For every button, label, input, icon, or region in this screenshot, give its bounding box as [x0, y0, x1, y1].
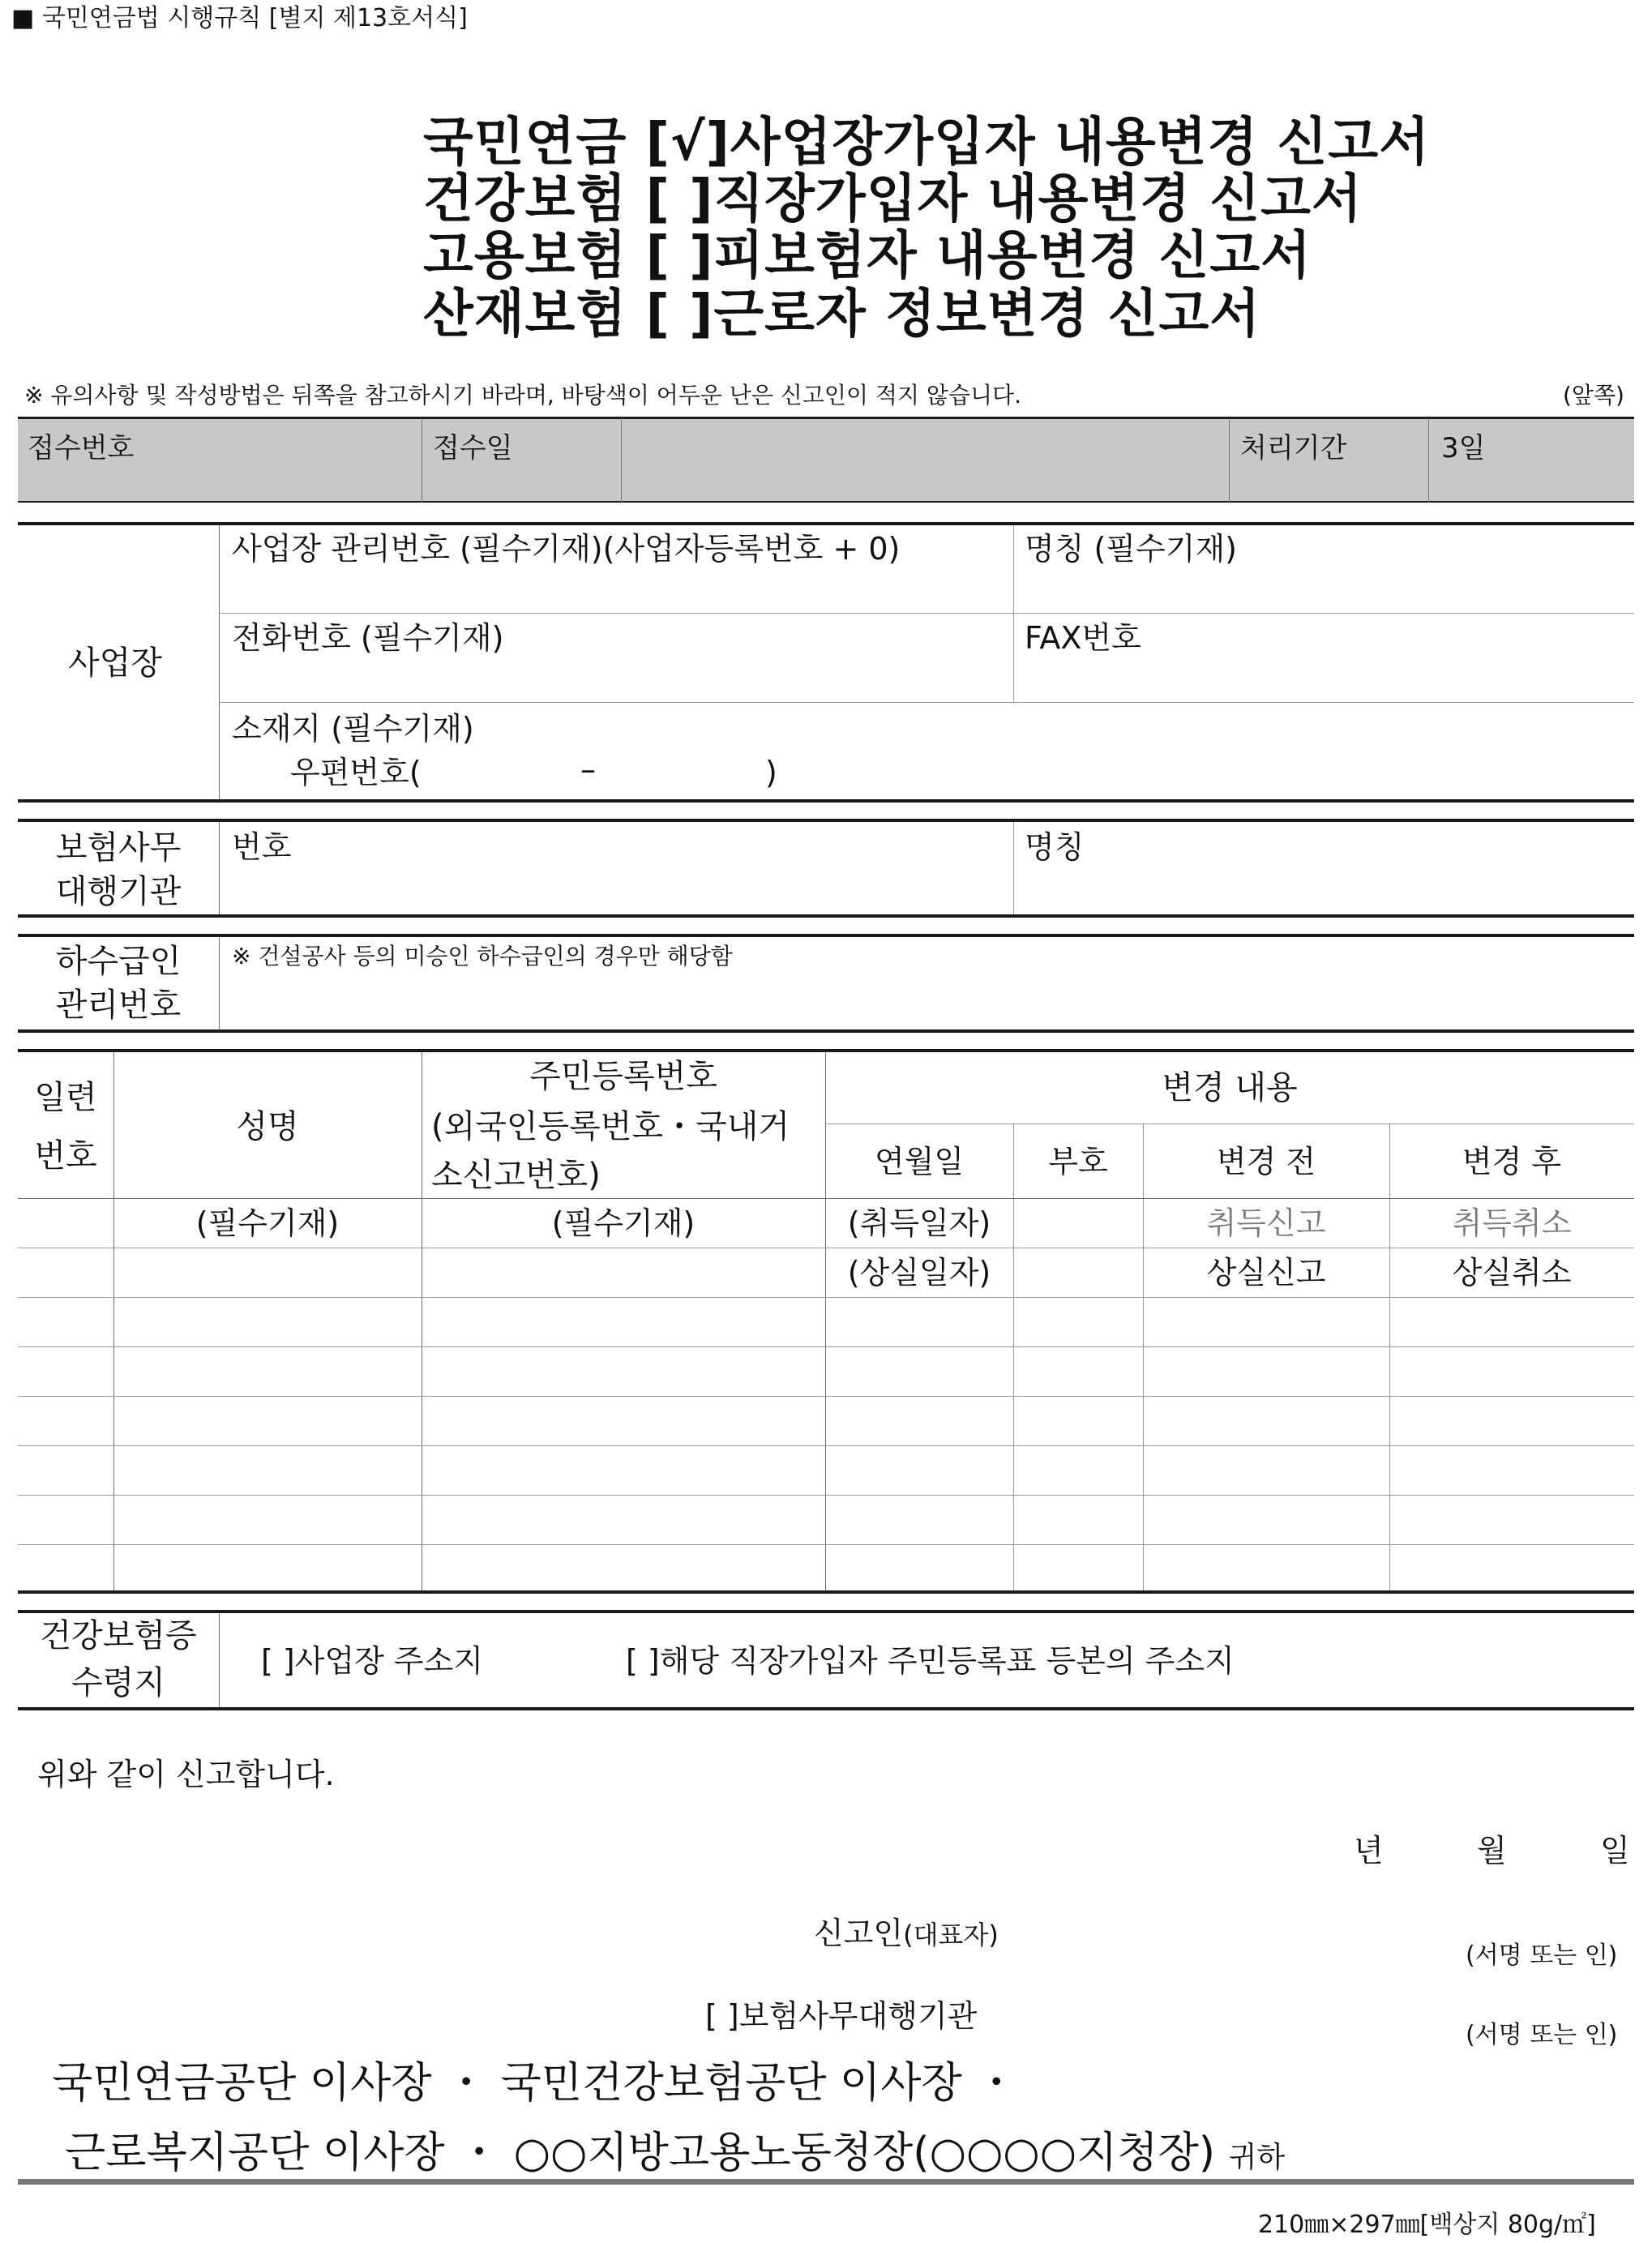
col-header-rrn-line1: 주민등록번호	[529, 1058, 717, 1095]
col-header-rrn-line3: 소신고번호)	[431, 1157, 601, 1194]
title-line-pension: 국민연금 [√]사업장가입자 내용변경 신고서	[423, 113, 1431, 173]
col-header-rrn-line2: (외국인등록번호・국내거	[431, 1108, 790, 1145]
date-day-label: 일	[1600, 1833, 1630, 1868]
table-row-line	[18, 1445, 1634, 1446]
col-header-before: 변경 전	[1216, 1144, 1316, 1179]
table-col-line-4	[1013, 1124, 1014, 1590]
agency-name-field[interactable]: 명칭	[1025, 829, 1085, 865]
table-row-line	[18, 1495, 1634, 1496]
title-line-industrial: 산재보험 [ ]근로자 정보변경 신고서	[423, 285, 1261, 345]
healthcard-option-resident-address[interactable]: [ ]해당 직장가입자 주민등록표 등본의 주소지	[626, 1643, 1235, 1679]
title-line-health: 건강보험 [ ]직장가입자 내용변경 신고서	[423, 169, 1363, 229]
healthcard-label-line1: 건강보험증	[40, 1617, 197, 1654]
receipt-divider-2	[621, 418, 622, 503]
row1-name-field[interactable]: (필수기재)	[195, 1205, 340, 1241]
col-header-name: 성명	[236, 1108, 299, 1145]
healthcard-bottom-border	[18, 1707, 1634, 1710]
workplace-name-field[interactable]: 명칭 (필수기재)	[1025, 531, 1237, 567]
subcontractor-label-divider	[219, 937, 220, 1029]
postal-code-close: )	[765, 755, 777, 790]
workplace-top-border	[18, 522, 1634, 525]
subcontractor-top-border	[18, 934, 1634, 937]
workplace-mgmt-number-field[interactable]: 사업장 관리번호 (필수기재)(사업자등록번호 + 0)	[232, 531, 901, 567]
reporter-sub-label: (대표자)	[903, 1920, 999, 1950]
col-header-seq-line2: 번호	[34, 1137, 97, 1175]
agency-number-field[interactable]: 번호	[232, 829, 292, 865]
row1-before-value: 취득신고	[1206, 1205, 1326, 1241]
receipt-section	[18, 418, 1634, 503]
postal-code-label: 우편번호(	[290, 755, 422, 790]
form-header-note: ■ 국민연금법 시행규칙 [별지 제13호서식]	[11, 4, 468, 32]
agency-signature-note[interactable]: (서명 또는 인)	[1466, 2021, 1618, 2049]
receipt-top-border	[18, 417, 1634, 419]
workplace-label-divider	[219, 525, 220, 799]
healthcard-label-line2: 수령지	[71, 1664, 165, 1702]
receipt-number-label: 접수번호	[28, 432, 135, 464]
col-header-seq-line1: 일련	[34, 1079, 97, 1116]
processing-period-value: 3일	[1441, 432, 1486, 464]
processing-period-label: 처리기간	[1240, 432, 1347, 464]
healthcard-label-divider	[219, 1613, 220, 1707]
row2-before-value: 상실신고	[1206, 1255, 1326, 1291]
table-top-border	[18, 1049, 1634, 1052]
healthcard-top-border	[18, 1610, 1634, 1613]
title-line-employment: 고용보험 [ ]피보험자 내용변경 신고서	[423, 226, 1312, 286]
row2-after-value: 상실취소	[1452, 1255, 1572, 1291]
table-row-line	[18, 1297, 1634, 1298]
agency-bottom-border	[18, 914, 1634, 918]
agency-signature-label: [ ]보험사무대행기관	[705, 1998, 978, 2034]
subcontractor-bottom-border	[18, 1029, 1634, 1033]
col-header-change-content: 변경 내용	[1162, 1069, 1298, 1107]
addressee-suffix: 귀하	[1228, 2141, 1286, 2174]
table-header-bottom	[18, 1198, 1634, 1199]
col-header-date: 연월일	[874, 1144, 965, 1179]
date-year-label: 년	[1354, 1833, 1384, 1868]
agency-top-border	[18, 819, 1634, 822]
table-row-line	[18, 1396, 1634, 1397]
table-row-line	[18, 1544, 1634, 1545]
table-col-line-5	[1143, 1124, 1144, 1590]
col-header-code: 부호	[1048, 1144, 1108, 1179]
col-header-after: 변경 후	[1462, 1144, 1562, 1179]
receipt-divider-3	[1229, 418, 1230, 503]
agency-label-divider	[219, 822, 220, 914]
table-bottom-border	[18, 1590, 1634, 1594]
row1-date-field[interactable]: (취득일자)	[847, 1205, 991, 1241]
agency-label-line1: 보험사무	[55, 829, 182, 867]
receipt-date-label: 접수일	[433, 432, 513, 464]
workplace-section-label: 사업장	[68, 644, 162, 682]
workplace-row-divider-1	[219, 613, 1634, 614]
agency-label-line2: 대행기관	[55, 873, 182, 910]
subcontractor-number-field[interactable]	[220, 973, 1631, 1026]
subcontractor-label-line1: 하수급인	[55, 943, 182, 980]
workplace-fax-field[interactable]: FAX번호	[1025, 620, 1141, 656]
workplace-bottom-border	[18, 799, 1634, 803]
row1-rrn-field[interactable]: (필수기재)	[551, 1205, 695, 1241]
reporter-signature-note[interactable]: (서명 또는 인)	[1466, 1941, 1618, 1970]
table-col-line-3	[825, 1052, 826, 1590]
workplace-phone-field[interactable]: 전화번호 (필수기재)	[232, 620, 504, 656]
reporter-label: 신고인(대표자)	[814, 1916, 999, 1951]
workplace-col-divider	[1013, 525, 1014, 702]
paper-spec: 210㎜×297㎜[백상지 80g/㎡]	[1258, 2211, 1596, 2239]
addressee-line1: 국민연금공단 이사장 ・ 국민건강보험공단 이사장 ・	[52, 2059, 1018, 2108]
date-month-label: 월	[1477, 1833, 1507, 1868]
row1-after-value: 취득취소	[1452, 1205, 1572, 1241]
addressee-line2: 근로복지공단 이사장 ・ ○○지방고용노동청장(○○○○지청장) 귀하	[65, 2129, 1286, 2177]
receipt-bottom-border	[18, 501, 1634, 503]
receipt-divider-4	[1428, 418, 1429, 503]
healthcard-option-workplace[interactable]: [ ]사업장 주소지	[261, 1643, 484, 1679]
workplace-row-divider-2	[219, 702, 1634, 703]
postal-code-dash: –	[580, 751, 596, 787]
subcontractor-note: ※ 건설공사 등의 미승인 하수급인의 경우만 해당함	[232, 943, 733, 970]
page-side-label: (앞쪽)	[1563, 382, 1624, 409]
bottom-rule	[18, 2179, 1634, 2185]
instruction-note: ※ 유의사항 및 작성방법은 뒤쪽을 참고하시기 바라며, 바탕색이 어두운 난은 신고인이 적지 않습니다.	[24, 382, 1021, 409]
row2-date-field[interactable]: (상실일자)	[847, 1255, 991, 1291]
subcontractor-label-line2: 관리번호	[55, 987, 182, 1024]
workplace-address-field[interactable]: 소재지 (필수기재)	[232, 711, 474, 747]
table-row-line	[18, 1346, 1634, 1347]
table-col-line-6	[1389, 1124, 1390, 1590]
declaration-text: 위와 같이 신고합니다.	[37, 1757, 335, 1792]
agency-col-divider	[1013, 822, 1014, 914]
